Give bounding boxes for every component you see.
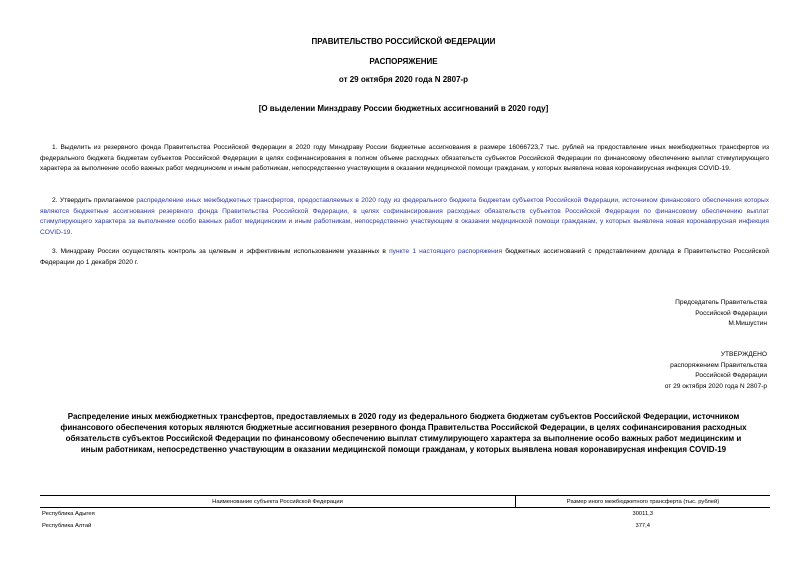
distribution-title: Распределение иных межбюджетных трансфертов, предоставляемых в 2020 году из федерального бюджета бюджетам субъектов Российской Федерации, источником финансового обеспечения которых являются бюджетные ассигнования резервного фонда Правительства Российской Федерации, в целях софинансирования расходных обязательств субъектов Российской Федерации по финансовому обеспечению выплат стимулирующего характера за выполнение особо важных работ медицинским и иным работникам, непосредственно участвующим в оказании медицинской помощи гражданам, у которых выявлена новая коронавирусная инфекция COVID-19 [60, 412, 747, 454]
approval-by: распоряжением Правительства [670, 361, 767, 369]
paragraph-1 [40, 143, 769, 175]
paragraph-2-prefix: 2. Утвердить прилагаемое [52, 197, 137, 204]
document-date-number: от 29 октября 2020 года N 2807-р [338, 75, 469, 84]
paragraph-2-suffix: . [70, 229, 73, 237]
signature-country: Российской Федерации [695, 309, 767, 317]
approval-country: Российской Федерации [695, 372, 767, 379]
paragraph-1-text: 1. Выделить из резервного фонда Правительства Российской Федерации в 2020 году Минздраву России бюджетные ассигнования в размере 16066723,7 тыс. рублей на предоставление иных межбюджетных трансфертов из федерального бюджета бюджетам субъектов Российской Федерации в целях софинансирования в полном объеме расходных обязательств субъектов Российской Федерации по финансовому обеспечению выплат стимулирующего характера за выполнение особо важных работ медицинским и иным работникам, непосредственно участвующим в оказании медицинской помощи гражданам, у которых выявлена новая коронавирусная инфекция COVID-19. [40, 144, 769, 173]
approval-label: УТВЕРЖДЕНО [720, 351, 767, 358]
approval-date: от 29 октября 2020 года N 2807-р [664, 382, 767, 390]
amount-cell: 30011,3 [632, 511, 654, 517]
document-subject: [О выделении Минздраву России бюджетных ассигнований в 2020 году] [258, 104, 549, 113]
paragraph-3 [40, 247, 769, 268]
table-header-row [40, 496, 770, 508]
paragraph-3-suffix: бюджетных ассигнований с представлением доклада в Правительство Российской Федерации до 1 декабря 2020 г. [40, 248, 769, 266]
signature-block [675, 298, 767, 330]
clause-1-link[interactable]: пункте 1 настоящего распоряжения [389, 248, 503, 255]
table-row [40, 520, 770, 532]
document-type: РАСПОРЯЖЕНИЕ [369, 57, 438, 66]
signature-position: Председатель Правительства [675, 299, 767, 306]
government-title: ПРАВИТЕЛЬСТВО РОССИЙСКОЙ ФЕДЕРАЦИИ [311, 37, 496, 46]
region-cell: Республика Адыгея [42, 511, 95, 517]
amount-cell: 377,4 [635, 523, 650, 529]
approval-block [665, 350, 767, 392]
column-header-amount: Размер иного межбюджетного трансферта (тыс. рублей) [516, 496, 771, 508]
distribution-table [40, 495, 770, 532]
region-cell: Республика Алтай [42, 523, 92, 529]
signature-name: М.Мишустин [728, 320, 767, 327]
column-header-region: Наименование субъекта Российской Федерации [40, 496, 516, 508]
distribution-link[interactable]: распределение иных межбюджетных трансфертов, предоставляемых в 2020 году из федерального бюджета бюджетам субъектов Российской Федерации, источником финансового обеспечения которых являются бюджетные ассигнования резервного фонда Правительства Российской Федерации, в целях софинансирования расходных обязательств субъектов Российской Федерации по финансовому обеспечению выплат стимулирующего характера за выполнение особо важных работ медицинским и иным работникам, непосредственно участвующим в оказании медицинской помощи гражданам, у которых выявлена новая коронавирусная инфекция COVID-19 [40, 197, 769, 237]
paragraph-3-prefix: 3. Минздраву России осуществлять контроль за целевым и эффективным использованием указанных в [52, 248, 390, 255]
paragraph-2 [40, 196, 769, 239]
table-row [40, 508, 770, 521]
